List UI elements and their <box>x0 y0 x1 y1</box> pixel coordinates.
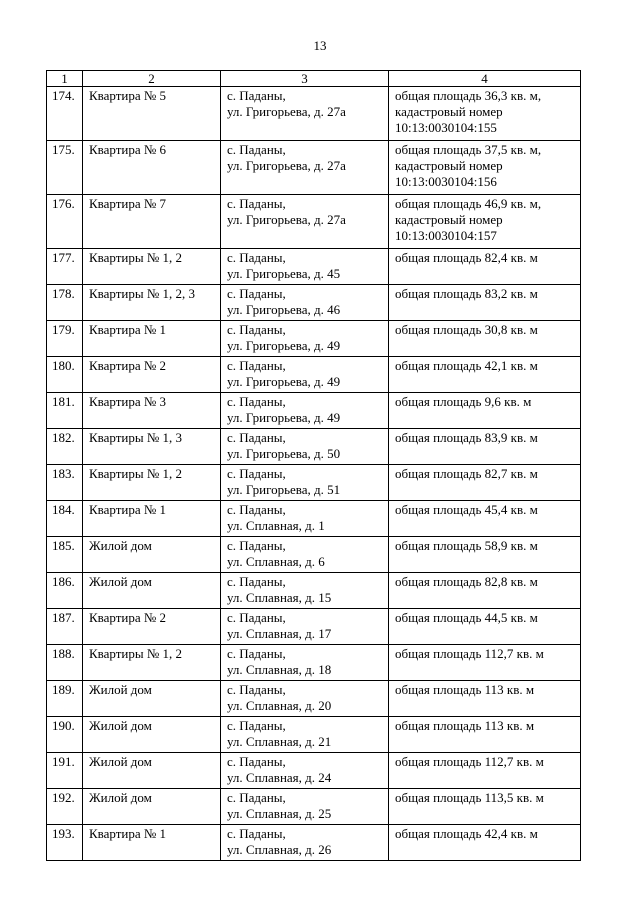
address-line: ул. Григорьева, д. 27а <box>227 212 346 227</box>
description-line: кадастровый номер <box>395 158 503 173</box>
property-description <box>389 573 581 609</box>
property-address <box>221 393 389 429</box>
address-line: с. Паданы, <box>227 286 286 301</box>
address-line: с. Паданы, <box>227 250 286 265</box>
table-row <box>47 537 581 573</box>
address-line: ул. Григорьева, д. 50 <box>227 446 341 461</box>
address-line: с. Паданы, <box>227 790 286 805</box>
property-address <box>221 465 389 501</box>
address-line: ул. Сплавная, д. 15 <box>227 590 332 605</box>
property-description <box>389 789 581 825</box>
property-name: Жилой дом <box>83 681 221 717</box>
address-line: с. Паданы, <box>227 394 286 409</box>
description-line: общая площадь 82,8 кв. м <box>395 574 538 589</box>
address-line: ул. Сплавная, д. 17 <box>227 626 332 641</box>
address-line: ул. Сплавная, д. 6 <box>227 554 325 569</box>
description-line: общая площадь 42,1 кв. м <box>395 358 538 373</box>
row-number: 188. <box>47 645 83 681</box>
row-number: 180. <box>47 357 83 393</box>
property-description <box>389 393 581 429</box>
row-number: 176. <box>47 195 83 249</box>
row-number: 192. <box>47 789 83 825</box>
table-row <box>47 573 581 609</box>
table-row <box>47 285 581 321</box>
property-address <box>221 321 389 357</box>
property-description <box>389 609 581 645</box>
description-line: общая площадь 44,5 кв. м <box>395 610 538 625</box>
row-number: 190. <box>47 717 83 753</box>
address-line: ул. Григорьева, д. 49 <box>227 374 341 389</box>
address-line: с. Паданы, <box>227 502 286 517</box>
description-line: общая площадь 83,9 кв. м <box>395 430 538 445</box>
description-line: общая площадь 113 кв. м <box>395 682 535 697</box>
property-address <box>221 789 389 825</box>
address-line: с. Паданы, <box>227 430 286 445</box>
table-row <box>47 195 581 249</box>
description-line: общая площадь 46,9 кв. м, <box>395 196 542 211</box>
property-name: Жилой дом <box>83 717 221 753</box>
page-number: 13 <box>313 38 327 53</box>
property-address <box>221 141 389 195</box>
property-address <box>221 645 389 681</box>
property-address <box>221 501 389 537</box>
address-line: ул. Сплавная, д. 25 <box>227 806 332 821</box>
property-name: Квартира № 1 <box>83 321 221 357</box>
description-line: общая площадь 113 кв. м <box>395 718 535 733</box>
property-description <box>389 357 581 393</box>
property-name: Квартира № 1 <box>83 501 221 537</box>
property-address <box>221 717 389 753</box>
address-line: с. Паданы, <box>227 610 286 625</box>
property-name: Квартира № 6 <box>83 141 221 195</box>
address-line: с. Паданы, <box>227 142 286 157</box>
row-number: 185. <box>47 537 83 573</box>
table-header <box>47 71 581 87</box>
property-address <box>221 753 389 789</box>
property-name: Квартира № 7 <box>83 195 221 249</box>
property-name: Квартира № 1 <box>83 825 221 861</box>
property-description <box>389 645 581 681</box>
description-line: 10:13:0030104:157 <box>395 228 497 243</box>
description-line: общая площадь 58,9 кв. м <box>395 538 538 553</box>
table-row <box>47 789 581 825</box>
table-row <box>47 717 581 753</box>
address-line: ул. Сплавная, д. 21 <box>227 734 332 749</box>
description-line: кадастровый номер <box>395 104 503 119</box>
property-address <box>221 285 389 321</box>
row-number: 186. <box>47 573 83 609</box>
property-name: Квартира № 2 <box>83 357 221 393</box>
row-number: 193. <box>47 825 83 861</box>
description-line: общая площадь 83,2 кв. м <box>395 286 538 301</box>
description-line: общая площадь 45,4 кв. м <box>395 502 538 517</box>
description-line: общая площадь 82,7 кв. м <box>395 466 538 481</box>
property-name: Квартира № 3 <box>83 393 221 429</box>
property-description <box>389 321 581 357</box>
description-line: общая площадь 112,7 кв. м <box>395 754 544 769</box>
column-header-4: 4 <box>389 71 581 87</box>
address-line: ул. Григорьева, д. 45 <box>227 266 341 281</box>
description-line: общая площадь 113,5 кв. м <box>395 790 544 805</box>
property-address <box>221 537 389 573</box>
column-header-2: 2 <box>83 71 221 87</box>
property-address <box>221 195 389 249</box>
table-row <box>47 141 581 195</box>
address-line: с. Паданы, <box>227 718 286 733</box>
table-row <box>47 681 581 717</box>
property-description <box>389 141 581 195</box>
address-line: с. Паданы, <box>227 646 286 661</box>
property-address <box>221 249 389 285</box>
address-line: с. Паданы, <box>227 574 286 589</box>
row-number: 179. <box>47 321 83 357</box>
property-description <box>389 195 581 249</box>
property-name: Квартиры № 1, 3 <box>83 429 221 465</box>
property-description <box>389 501 581 537</box>
description-line: 10:13:0030104:155 <box>395 120 497 135</box>
table-row <box>47 501 581 537</box>
row-number: 184. <box>47 501 83 537</box>
row-number: 175. <box>47 141 83 195</box>
property-description <box>389 429 581 465</box>
table-row <box>47 465 581 501</box>
table-row <box>47 609 581 645</box>
property-name: Квартиры № 1, 2 <box>83 645 221 681</box>
property-table <box>46 70 581 861</box>
property-name: Квартиры № 1, 2 <box>83 249 221 285</box>
address-line: с. Паданы, <box>227 538 286 553</box>
address-line: с. Паданы, <box>227 358 286 373</box>
address-line: с. Паданы, <box>227 466 286 481</box>
address-line: ул. Сплавная, д. 20 <box>227 698 332 713</box>
header-row <box>47 71 581 87</box>
address-line: с. Паданы, <box>227 88 286 103</box>
property-name: Квартира № 5 <box>83 87 221 141</box>
row-number: 187. <box>47 609 83 645</box>
property-name: Квартира № 2 <box>83 609 221 645</box>
property-name: Жилой дом <box>83 573 221 609</box>
property-name: Квартиры № 1, 2, 3 <box>83 285 221 321</box>
property-name: Жилой дом <box>83 753 221 789</box>
row-number: 178. <box>47 285 83 321</box>
table-row <box>47 429 581 465</box>
property-address <box>221 357 389 393</box>
table-row <box>47 825 581 861</box>
address-line: ул. Григорьева, д. 46 <box>227 302 341 317</box>
address-line: ул. Сплавная, д. 26 <box>227 842 332 857</box>
row-number: 174. <box>47 87 83 141</box>
row-number: 182. <box>47 429 83 465</box>
address-line: с. Паданы, <box>227 196 286 211</box>
property-description <box>389 537 581 573</box>
property-name: Квартиры № 1, 2 <box>83 465 221 501</box>
property-name: Жилой дом <box>83 537 221 573</box>
table-row <box>47 249 581 285</box>
address-line: ул. Сплавная, д. 1 <box>227 518 325 533</box>
property-description <box>389 681 581 717</box>
property-address <box>221 609 389 645</box>
description-line: кадастровый номер <box>395 212 503 227</box>
property-description <box>389 825 581 861</box>
row-number: 191. <box>47 753 83 789</box>
address-line: с. Паданы, <box>227 754 286 769</box>
property-address <box>221 429 389 465</box>
column-header-3: 3 <box>221 71 389 87</box>
property-address <box>221 573 389 609</box>
description-line: общая площадь 36,3 кв. м, <box>395 88 542 103</box>
address-line: ул. Сплавная, д. 24 <box>227 770 332 785</box>
address-line: ул. Сплавная, д. 18 <box>227 662 332 677</box>
description-line: общая площадь 42,4 кв. м <box>395 826 538 841</box>
description-line: общая площадь 112,7 кв. м <box>395 646 544 661</box>
address-line: ул. Григорьева, д. 51 <box>227 482 341 497</box>
property-description <box>389 753 581 789</box>
column-header-1: 1 <box>47 71 83 87</box>
property-address <box>221 681 389 717</box>
address-line: с. Паданы, <box>227 826 286 841</box>
table-body <box>47 87 581 861</box>
address-line: ул. Григорьева, д. 27а <box>227 158 346 173</box>
description-line: общая площадь 30,8 кв. м <box>395 322 538 337</box>
table-row <box>47 645 581 681</box>
description-line: общая площадь 82,4 кв. м <box>395 250 538 265</box>
property-address <box>221 825 389 861</box>
property-description <box>389 717 581 753</box>
table-row <box>47 753 581 789</box>
description-line: общая площадь 9,6 кв. м <box>395 394 532 409</box>
description-line: общая площадь 37,5 кв. м, <box>395 142 542 157</box>
property-description <box>389 465 581 501</box>
property-name: Жилой дом <box>83 789 221 825</box>
row-number: 189. <box>47 681 83 717</box>
row-number: 181. <box>47 393 83 429</box>
property-description <box>389 249 581 285</box>
property-description <box>389 285 581 321</box>
address-line: с. Паданы, <box>227 682 286 697</box>
property-description <box>389 87 581 141</box>
address-line: с. Паданы, <box>227 322 286 337</box>
address-line: ул. Григорьева, д. 49 <box>227 338 341 353</box>
table-row <box>47 357 581 393</box>
row-number: 183. <box>47 465 83 501</box>
description-line: 10:13:0030104:156 <box>395 174 497 189</box>
table-row <box>47 321 581 357</box>
table-row <box>47 393 581 429</box>
row-number: 177. <box>47 249 83 285</box>
address-line: ул. Григорьева, д. 49 <box>227 410 341 425</box>
address-line: ул. Григорьева, д. 27а <box>227 104 346 119</box>
table-row <box>47 87 581 141</box>
property-address <box>221 87 389 141</box>
